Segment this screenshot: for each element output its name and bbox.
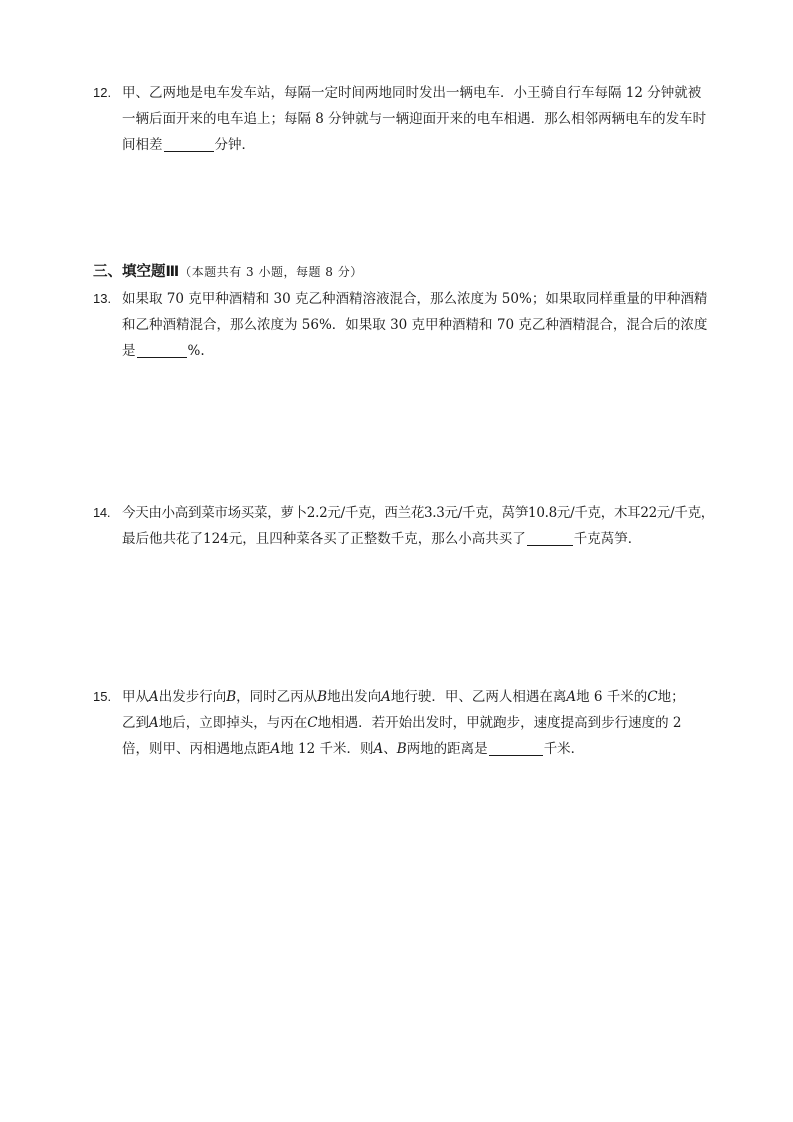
problem-text: 地 6 千米的 (576, 689, 648, 705)
answer-blank[interactable] (489, 739, 543, 756)
problem-text: 地 12 千米．则 (280, 741, 374, 757)
problem-text: 地出发向 (327, 689, 382, 705)
problem-text: 一辆后面开来的电车追上；每隔 8 分钟就与一辆迎面开来的电车相遇．那么相邻两辆电车的发车时 (122, 111, 707, 127)
problem-text: 千米． (543, 741, 585, 757)
answer-blank[interactable] (527, 529, 573, 546)
point-label: A (149, 689, 159, 705)
problem-12 (93, 80, 723, 158)
problem-text: 间相差 (122, 137, 163, 153)
point-label: A (149, 715, 159, 731)
problem-line (93, 106, 723, 132)
problem-text: 甲从 (122, 689, 149, 705)
problem-line (93, 526, 723, 552)
section-title: 三、填空题Ⅲ (93, 264, 180, 280)
problem-text: 乙到 (122, 715, 149, 731)
problem-14 (93, 500, 723, 552)
problem-text: 分钟． (214, 137, 255, 153)
problem-text: 如果取 70 克甲种酒精和 30 克乙种酒精溶液混合，那么浓度为 50%；如果取同样重量的甲种酒精 (122, 291, 708, 307)
problem-text: 地相遇．若开始出发时，甲就跑步，速度提高到步行速度的 2 (317, 715, 682, 731)
problem-13 (93, 286, 723, 364)
point-label: B (317, 689, 328, 705)
problem-text: 地； (657, 689, 685, 705)
problem-line (93, 132, 723, 158)
problem-text: 地后，立即掉头，与丙在 (158, 715, 308, 731)
problem-text: 甲、乙两地是电车发车站，每隔一定时间两地同时发出一辆电车．小王骑自行车每隔 12 分钟就被 (122, 85, 702, 101)
problem-line (93, 710, 723, 736)
point-label: C (307, 715, 318, 731)
problem-number: 14. (93, 505, 111, 520)
problem-number: 12. (93, 85, 112, 100)
problem-text: 最后他共花了124元，且四种菜各买了正整数千克，那么小高共买了 (122, 531, 526, 547)
problem-text: 、 (383, 741, 397, 757)
problem-line (93, 736, 723, 762)
problem-line (93, 500, 723, 526)
problem-text: %. (187, 343, 205, 359)
problem-text: 地行驶．甲、乙两人相遇在离 (390, 689, 567, 705)
problem-text: 出发步行向 (158, 689, 227, 705)
point-label: A (373, 741, 384, 757)
problem-text: 和乙种酒精混合，那么浓度为 56%．如果取 30 克甲种酒精和 70 克乙种酒精混合，混合后的浓度 (122, 317, 708, 333)
problem-number: 15. (93, 689, 112, 704)
problem-text: 千克莴笋． (573, 531, 642, 547)
answer-blank[interactable] (164, 135, 214, 152)
section-note: （本题共有 3 小题，每题 8 分） (179, 265, 363, 279)
problem-text: 是 (122, 343, 136, 359)
problem-text: 倍，则甲、丙相遇地点距 (122, 741, 271, 757)
problem-15 (93, 684, 723, 762)
point-label: A (566, 689, 577, 705)
problem-text: 两地的距离是 (406, 741, 488, 757)
problem-line (93, 286, 723, 312)
point-label: A (270, 741, 281, 757)
problem-line (93, 338, 723, 364)
point-label: B (396, 741, 407, 757)
problem-number: 13. (93, 291, 112, 306)
answer-blank[interactable] (137, 341, 187, 358)
problem-line (93, 684, 723, 710)
problem-line (93, 312, 723, 338)
section-header (93, 262, 363, 282)
point-label: B (226, 689, 237, 705)
point-label: A (381, 689, 391, 705)
problem-text: 今天由小高到菜市场买菜，萝卜2.2元/千克，西兰花3.3元/千克，莴笋10.8元/千克，木耳22元/千克， (122, 505, 714, 521)
problem-line (93, 80, 723, 106)
point-label: C (647, 689, 658, 705)
problem-text: ，同时乙丙从 (236, 689, 318, 705)
